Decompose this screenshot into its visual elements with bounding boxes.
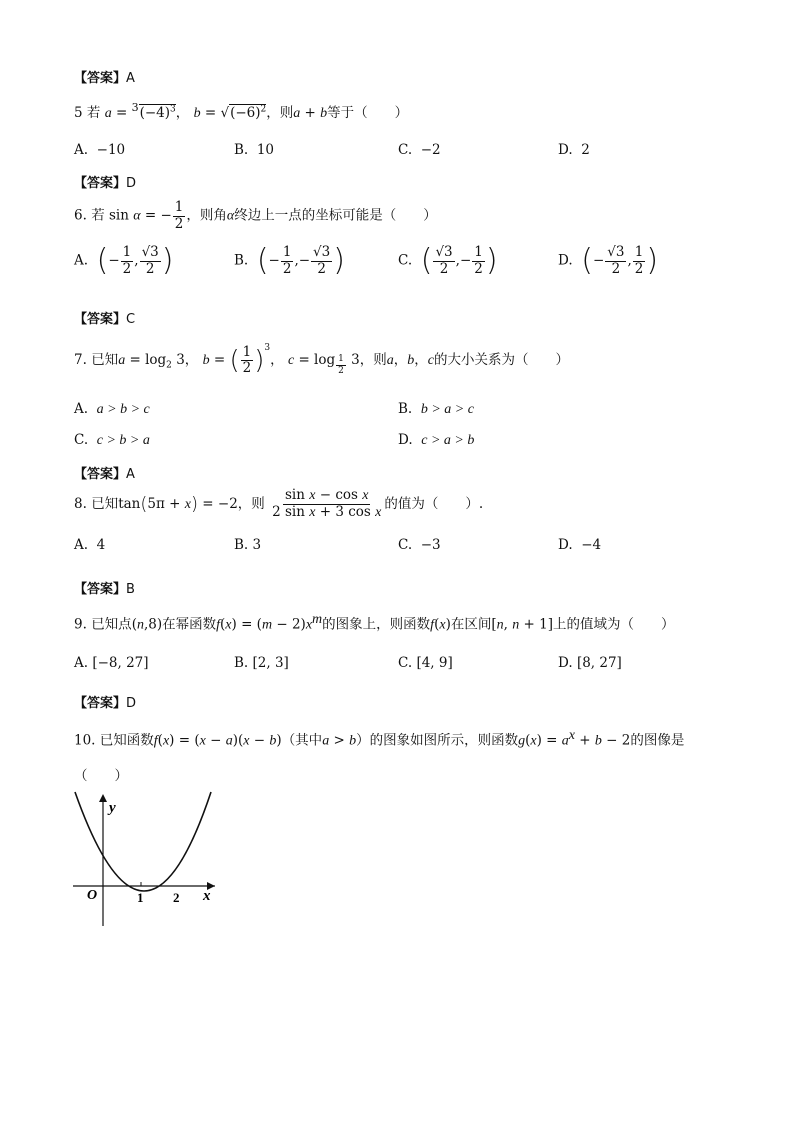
answer-4: [74, 67, 135, 86]
option-c: C. −2: [398, 142, 441, 158]
question-9: 9. 已知点(n,8)在幂函数$f(x) = (m - 2)x^m$的图象上，则函数f(x)在区间[n, n + 1]上的值域为（ ）: [74, 612, 675, 633]
math: a: [104, 106, 112, 121]
option-c: C. [4, 9]: [398, 655, 453, 671]
option-a: A. a > b > c: [74, 401, 150, 417]
y-axis-arrow: [99, 794, 107, 802]
y-axis-label: y: [109, 800, 116, 816]
option-b: B. [2, 3]: [234, 655, 289, 671]
option-d: D. c > a > b: [398, 432, 475, 448]
question-10: 10. 已知函数f(x) = (x − a)(x − b)（其中a > b）的图象如图所示，则函数$g(x) = a^x + b - 2$的图像是: [74, 728, 685, 749]
parabola-curve: [75, 792, 211, 891]
option-d: D. −4: [558, 537, 602, 553]
option-b: B. b > a > c: [398, 401, 474, 417]
answer-9: 【答案】D: [74, 696, 137, 711]
option-d: D. [8, 27]: [558, 655, 622, 671]
option-a: A. 4: [74, 537, 106, 553]
answer-8: 【答案】B: [74, 582, 135, 597]
option-c: C. −3: [398, 537, 441, 553]
parabola-graph: [65, 790, 225, 930]
question-10-paren: （ ）: [74, 768, 128, 784]
origin-label: O: [87, 888, 98, 903]
option-c: C. ( $\frac{√3}{2}$ ,− $\frac{1}{2}$ ): [398, 243, 498, 278]
option-a: A. (− $\frac{1}{2}$ , $\frac{√3}{2}$ ): [74, 243, 174, 278]
option-d: D. (− $\frac{√3}{2}$ , $\frac{1}{2}$ ): [558, 243, 659, 278]
math: $(-4)^3$: [139, 104, 176, 121]
option-b: B. 3: [234, 537, 262, 553]
x-axis-label: x: [203, 888, 211, 904]
option-b: B. 10: [234, 142, 274, 158]
option-b: B. (− $\frac{1}{2}$ ,− $\frac{√3}{2}$ ): [234, 243, 345, 278]
tick-label-2: 2: [173, 890, 180, 905]
answer-label: 【答案】: [74, 71, 127, 86]
answer-value: A: [126, 71, 135, 86]
question-6: 6. 若 sin α = − $\frac{1}{2}$ ，则角α终边上一点的坐标可能是（ ）: [74, 199, 437, 232]
option-a: A. −10: [74, 142, 126, 158]
question-8: 8. 已知tan(5π + x) = −2，则 $\frac{\text{sin x − cos x}}{\text{2 sin x + 3 cos x}}$ 的值为（ ）.: [74, 487, 484, 520]
question-7: 7. 已知$a = \log_2 3$， b = ( $\frac{1}{2}$ )$^3$， c = log $_{\frac{1}{2}}$ 3，则a，b，c的大小关系为（ ）: [74, 343, 569, 376]
option-a: A. [−8, 27]: [74, 655, 149, 671]
question-5: 5 若 $a = ^3(-4)^3$， $b = √(-6)^2$，则a + b等于（ ）: [74, 101, 409, 121]
option-d: D. 2: [558, 142, 590, 158]
answer-5: 【答案】D: [74, 176, 137, 191]
option-c: C. c > b > a: [74, 432, 150, 448]
tick-label-1: 1: [137, 890, 144, 905]
answer-7: 【答案】A: [74, 467, 135, 482]
answer-6: 【答案】C: [74, 312, 136, 327]
